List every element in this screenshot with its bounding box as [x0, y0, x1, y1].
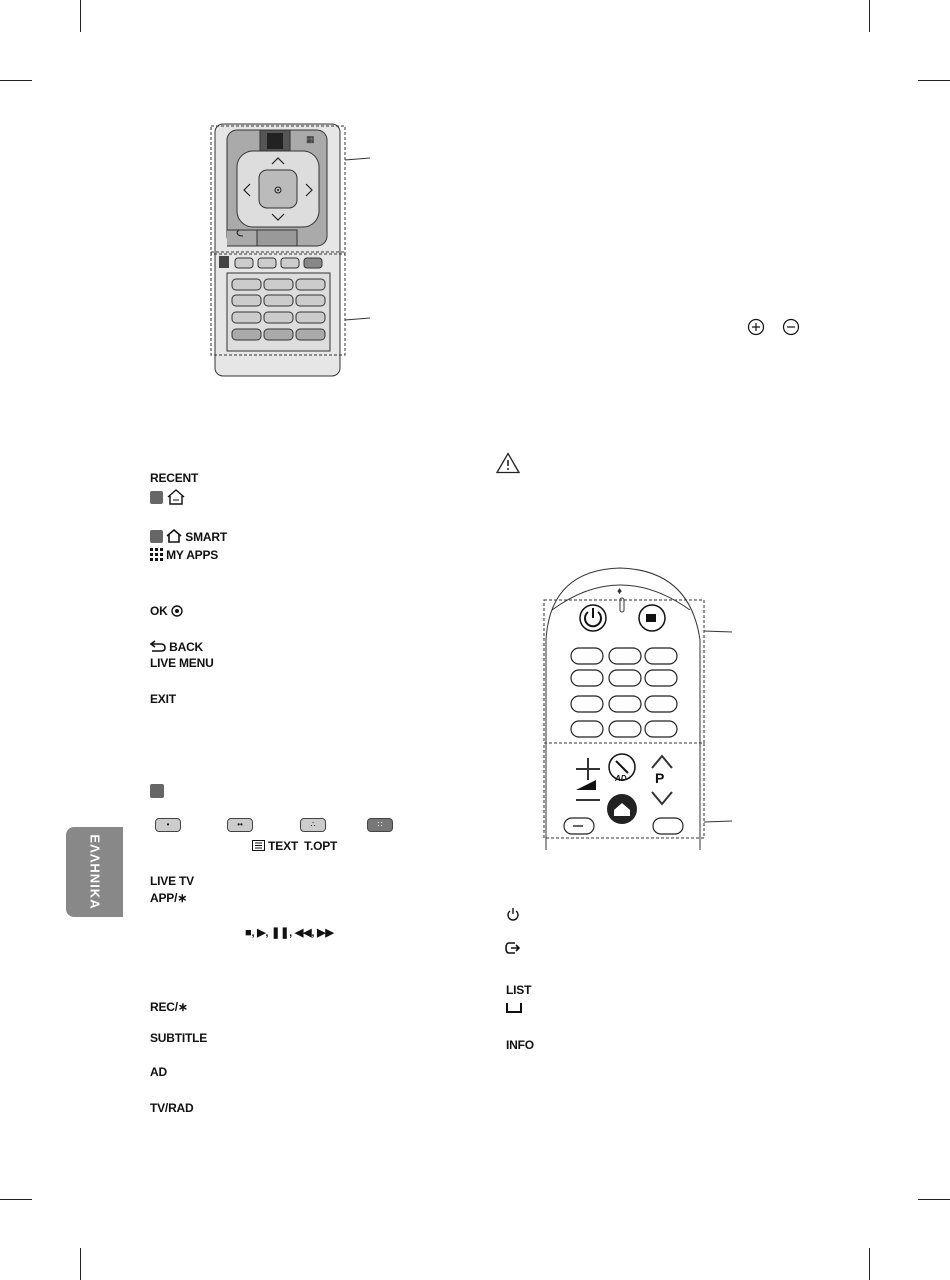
recent-label: RECENT: [150, 471, 199, 485]
color-button-1: •: [155, 818, 181, 832]
crop-mark: [918, 80, 950, 81]
t-opt-label: T.OPT: [304, 839, 338, 853]
ok-label: OK: [150, 604, 168, 618]
color-buttons-row: [155, 818, 395, 834]
language-tab: [66, 827, 123, 917]
svg-text:♦: ♦: [617, 586, 623, 597]
smart-row: [150, 529, 227, 544]
grey-square-icon: [150, 530, 163, 543]
crop-mark: [0, 80, 32, 81]
text-topt-row: [252, 839, 337, 853]
back-label: BACK: [169, 640, 204, 654]
tv-rad-label: TV/RAD: [150, 1101, 194, 1115]
grey-square-icon: [150, 491, 163, 504]
space-bar-icon: [506, 1001, 522, 1013]
list-label: LIST: [506, 983, 532, 997]
teletext-icon: [252, 840, 265, 851]
exit-label: EXIT: [150, 692, 176, 706]
home-icon: [166, 488, 186, 506]
ok-row: [150, 604, 183, 618]
crop-mark: [80, 0, 81, 32]
magic-remote-ad-label: AD: [615, 774, 627, 783]
color-button-3: ∴: [300, 818, 326, 832]
live-menu-label: LIVE MENU: [150, 656, 214, 670]
home-button-row: [150, 488, 186, 506]
color-button-4: ∷: [367, 818, 393, 832]
language-tab-label: ΕΛΛΗΝΙΚΑ: [87, 834, 102, 910]
plus-circle-icon: [747, 318, 765, 336]
text-label: TEXT: [268, 839, 299, 853]
minus-circle-icon: [782, 318, 800, 336]
magic-remote-illustration: [540, 560, 740, 850]
crop-mark: [918, 1199, 950, 1200]
my-apps-row: [150, 548, 218, 562]
back-row: [150, 640, 203, 654]
app-label: APP/∗: [150, 891, 188, 905]
live-tv-label: LIVE TV: [150, 874, 194, 888]
playback-keys-label: ■, ▶, ❚❚, ◀◀, ▶▶: [245, 927, 334, 939]
crop-mark: [869, 1248, 870, 1280]
warning-triangle-icon: [496, 452, 520, 474]
standard-remote-illustration: [205, 118, 375, 380]
input-icon: [505, 941, 521, 955]
back-arrow-icon: [150, 640, 166, 652]
crop-mark: [869, 0, 870, 32]
smart-label: SMART: [185, 530, 227, 544]
power-icon: [506, 907, 520, 921]
my-apps-label: MY APPS: [166, 548, 219, 562]
info-label: INFO: [506, 1038, 534, 1052]
subtitle-label: SUBTITLE: [150, 1031, 208, 1045]
ad-label: AD: [150, 1065, 167, 1079]
magic-remote-p-label: P: [655, 770, 665, 786]
home-icon: [166, 529, 182, 543]
svg-text:▦: ▦: [306, 134, 315, 144]
crop-mark: [80, 1248, 81, 1280]
crop-mark: [0, 1199, 32, 1200]
grey-square-icon: [150, 784, 164, 798]
rec-label: REC/∗: [150, 1000, 188, 1014]
apps-grid-icon: [150, 548, 163, 561]
ok-circle-icon: [171, 605, 183, 617]
color-button-2: ••: [227, 818, 253, 832]
